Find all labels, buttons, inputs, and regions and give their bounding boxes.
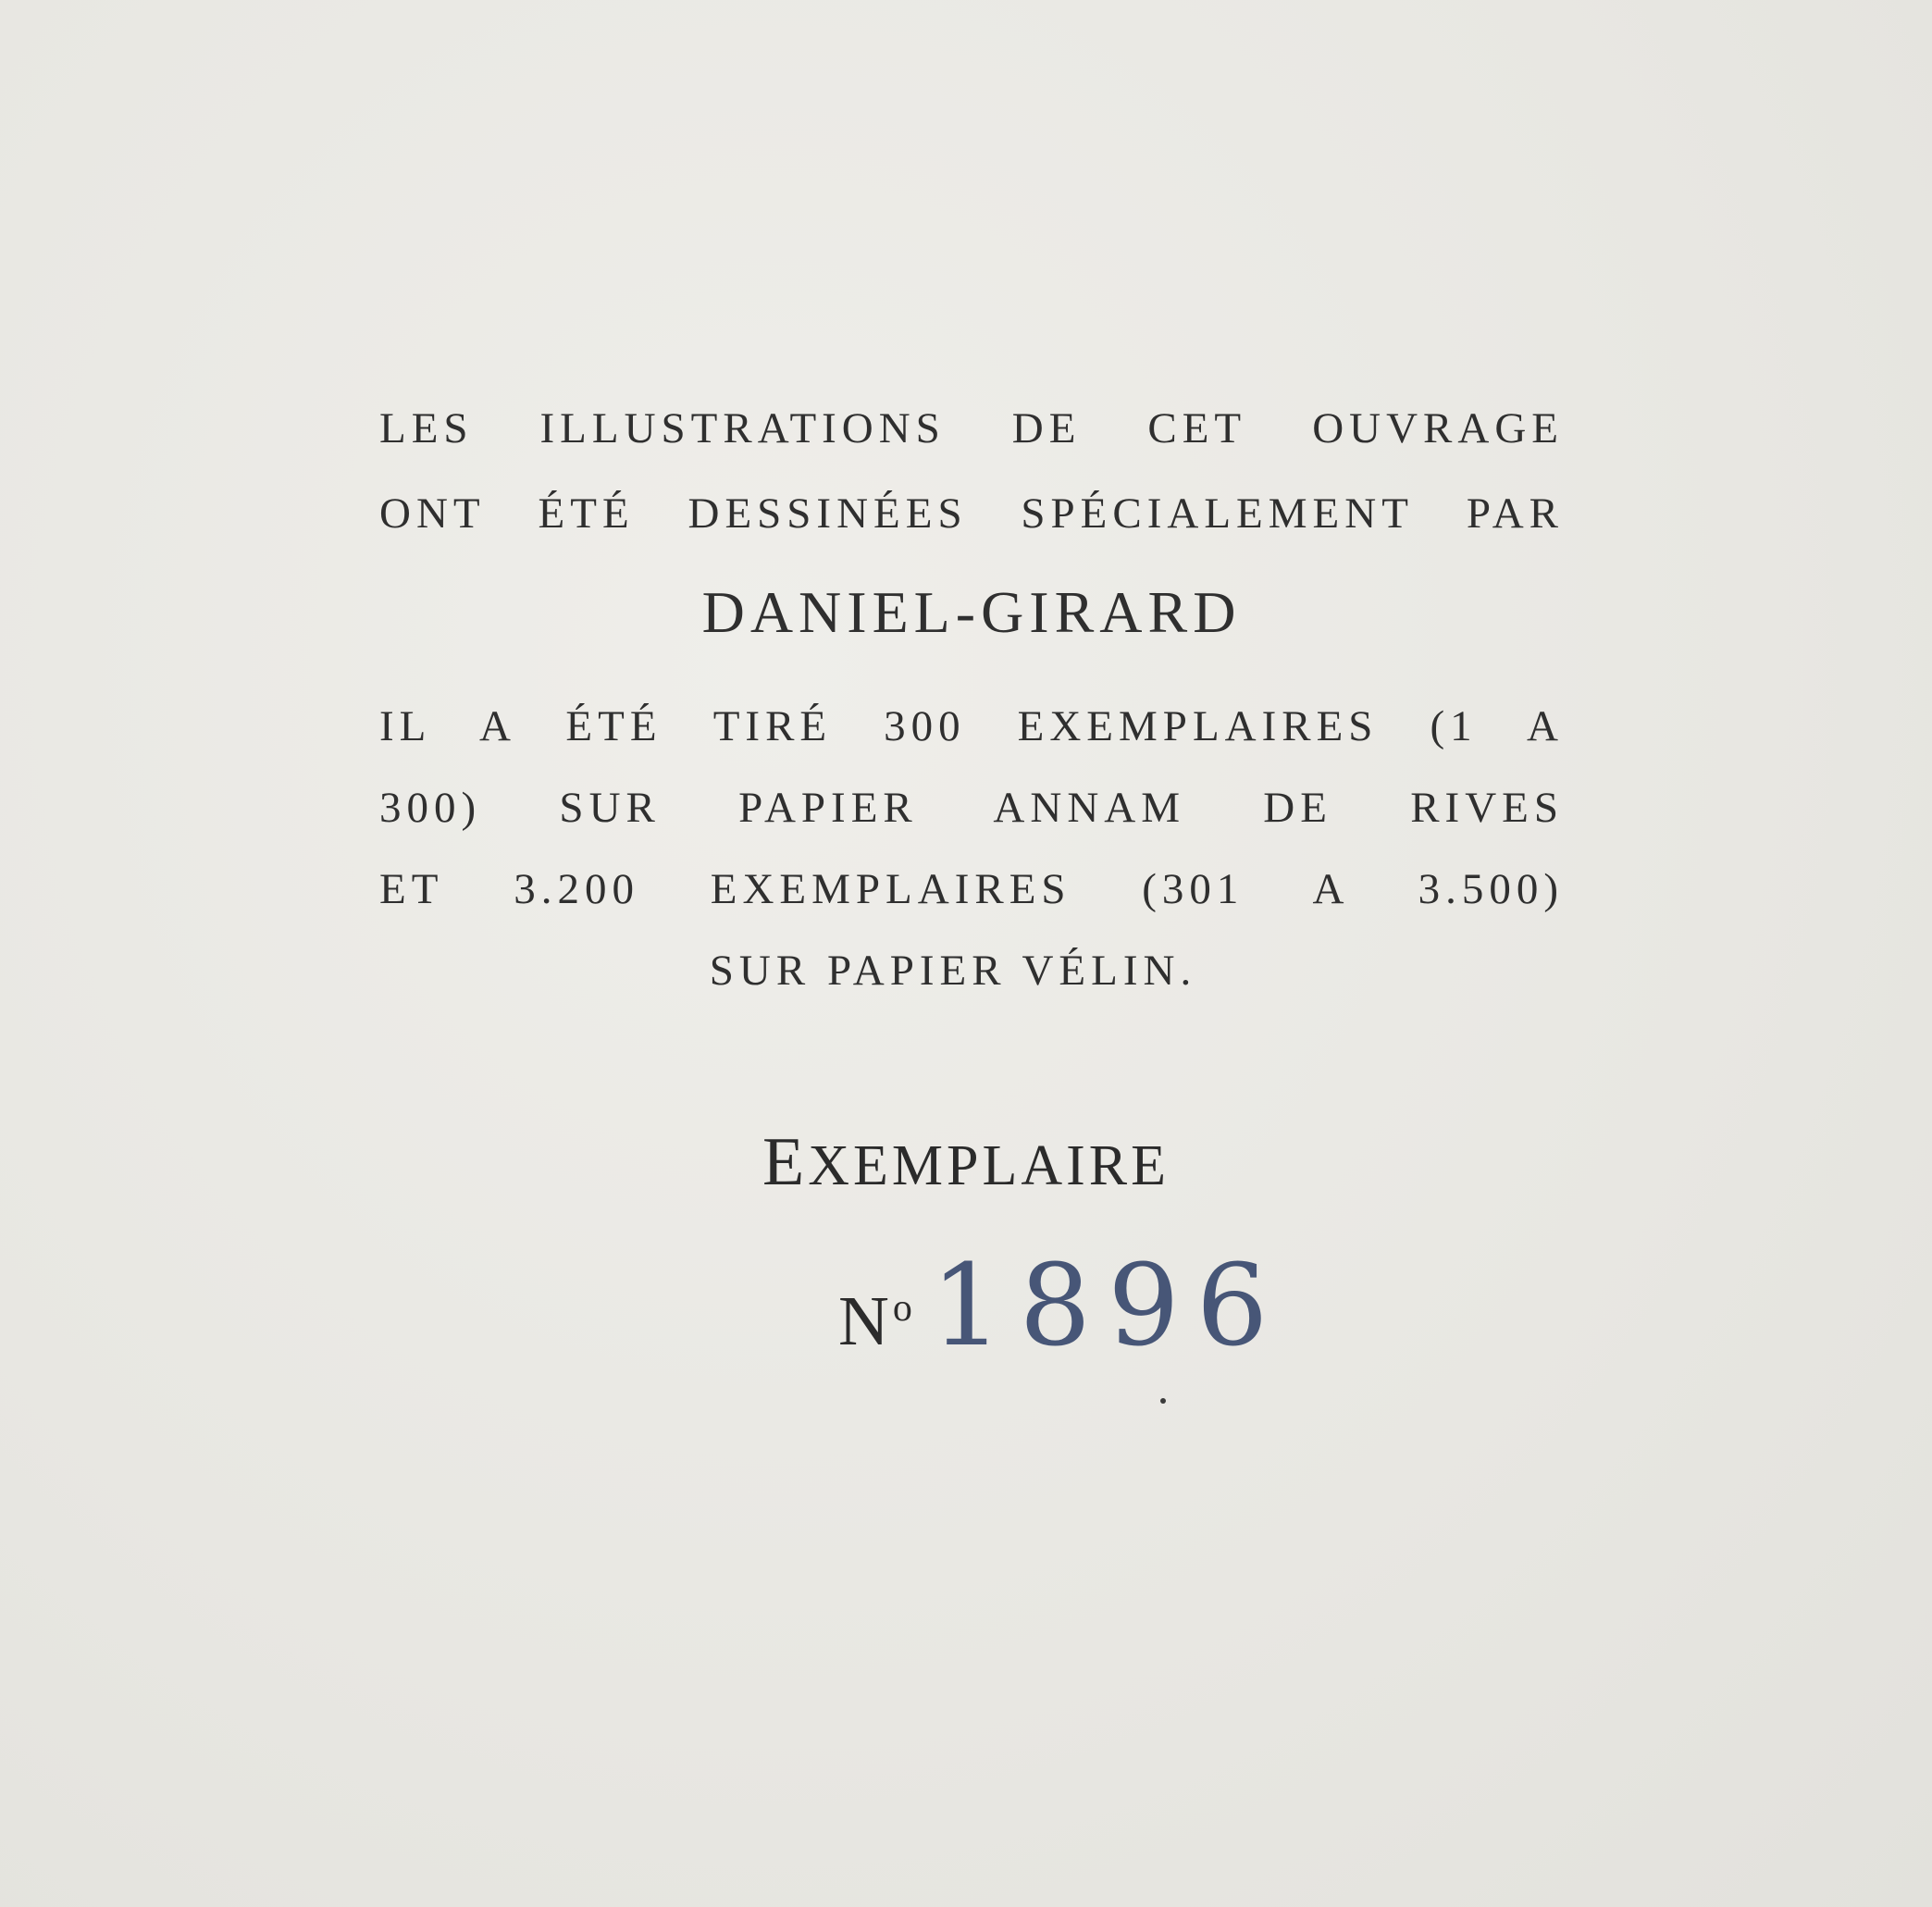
stamped-copy-number: 1896: [930, 1240, 1285, 1371]
colophon-line-6: ET 3.200 EXEMPLAIRES (301 A 3.500): [379, 865, 1564, 913]
copy-label-rest: XEMPLAIRE: [808, 1134, 1170, 1197]
number-prefix-letter: N: [838, 1282, 891, 1360]
colophon-line-1: LES ILLUSTRATIONS DE CET OUVRAGE: [379, 404, 1564, 452]
copy-label: [0, 1123, 1932, 1202]
colophon-line-7: SUR PAPIER VÉLIN.: [709, 947, 1197, 995]
number-prefix-superscript: o: [892, 1287, 914, 1330]
artist-name: DANIEL-GIRARD: [701, 579, 1242, 645]
colophon-line-5: 300) SUR PAPIER ANNAM DE RIVES: [379, 784, 1564, 832]
colophon-line-4: IL A ÉTÉ TIRÉ 300 EXEMPLAIRES (1 A: [379, 702, 1564, 750]
number-prefix: [838, 1282, 914, 1360]
copy-number-line: [838, 1240, 1284, 1371]
ink-speck: [1160, 1398, 1166, 1404]
copy-label-initial: E: [762, 1124, 809, 1200]
colophon-line-2: ONT ÉTÉ DESSINÉES SPÉCIALEMENT PAR: [379, 489, 1564, 538]
